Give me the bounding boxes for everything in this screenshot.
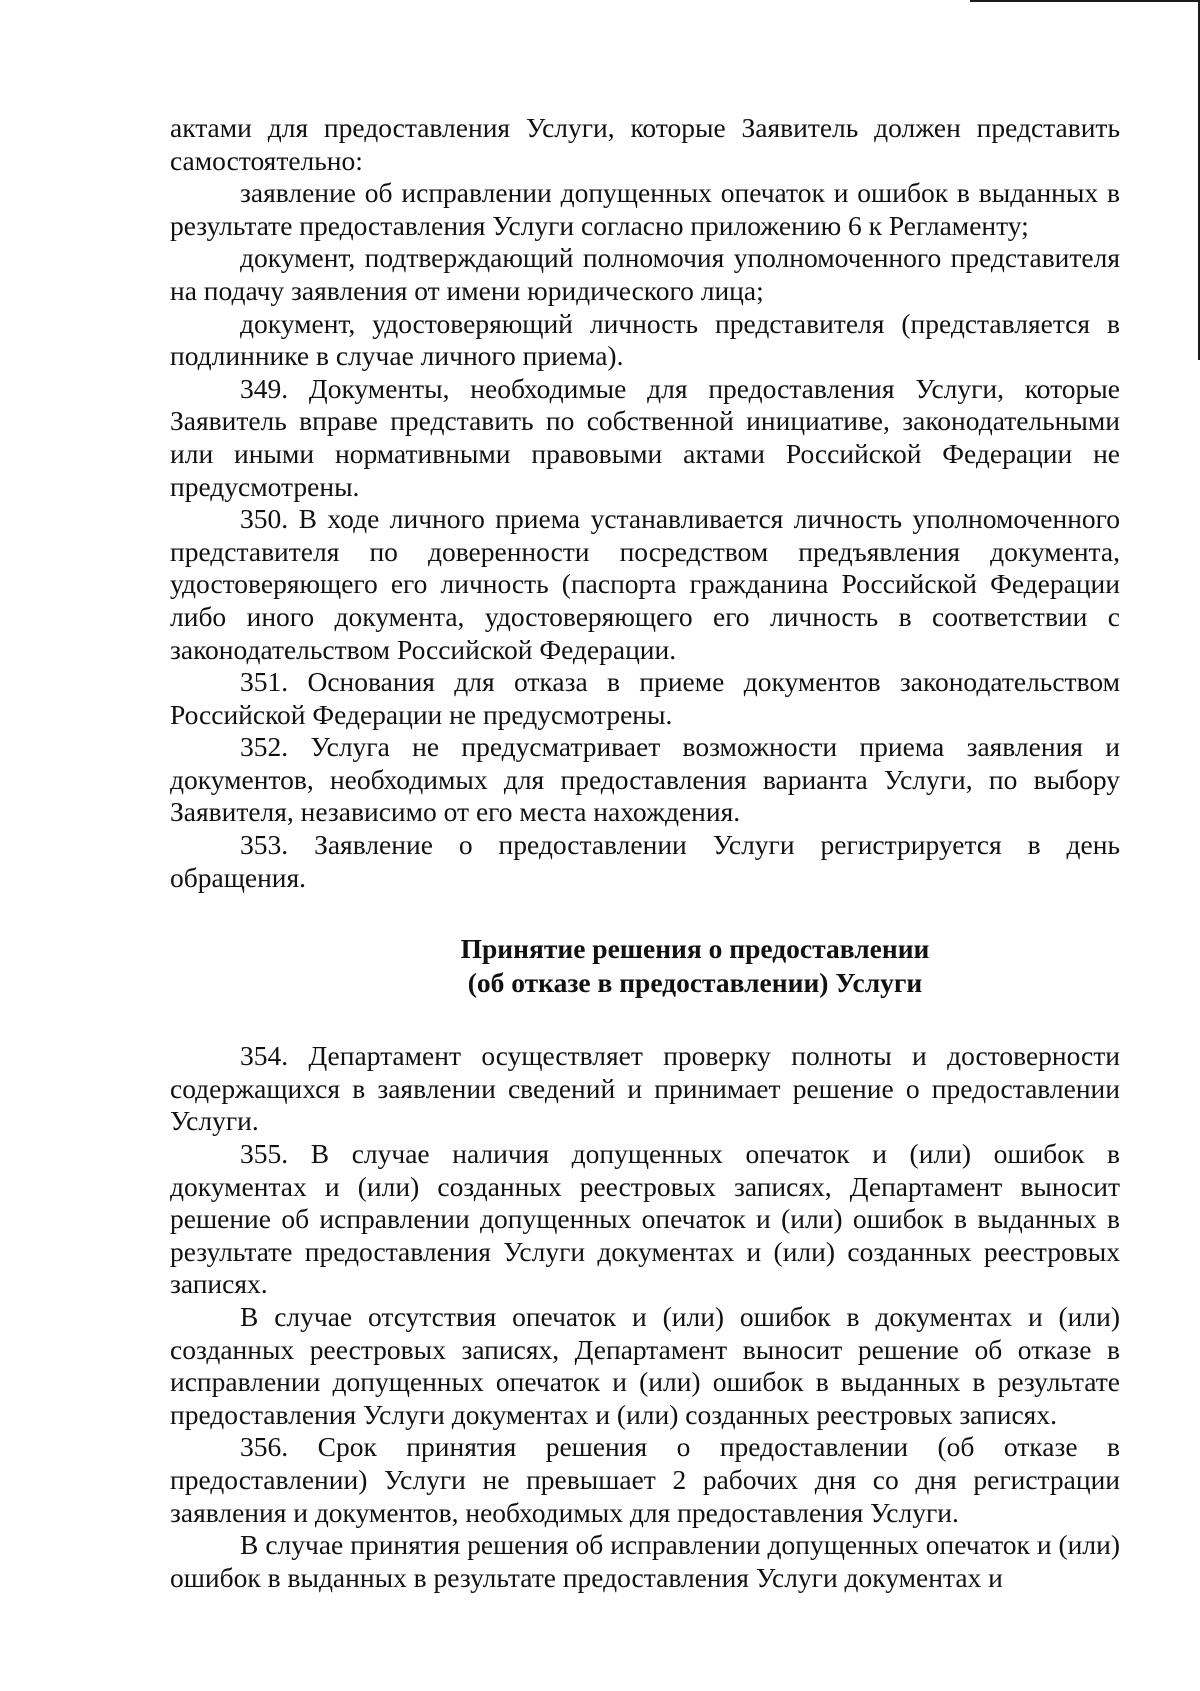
paragraphs-bottom bbox=[170, 1040, 1120, 1594]
paragraph: заявление об исправлении допущенных опечаток и ошибок в выданных в результате предоставления Услуги согласно приложению 6 к Регламенту; bbox=[170, 177, 1120, 241]
paragraph-351: 351. Основания для отказа в приеме документов законодательством Российской Федерации не предусмотрены. bbox=[170, 666, 1120, 730]
paragraph-352: 352. Услуга не предусматривает возможности приема заявления и документов, необходимых для предоставления варианта Услуги, по выбору Заявителя, независимо от его места нахождения. bbox=[170, 731, 1120, 828]
paragraph-355: 355. В случае наличия допущенных опечаток и (или) ошибок в документах и (или) созданных реестровых записях, Департамент выносит решение об исправлении допущенных опечаток и (или) ошибок в выданных в результате предоставления Услуги документах и (или) созданных реестровых записях. bbox=[170, 1138, 1120, 1300]
section-heading-line-1: Принятие решения о предоставлении bbox=[460, 933, 930, 965]
paragraph-353: 353. Заявление о предоставлении Услуги регистрируется в день обращения. bbox=[170, 829, 1120, 893]
paragraph: документ, удостоверяющий личность представителя (представляется в подлиннике в случае личного приема). bbox=[170, 307, 1120, 372]
paragraph: В случае отсутствия опечаток и (или) ошибок в документах и (или) созданных реестровых записях, Департамент выносит решение об отказе в исправлении допущенных опечаток и (или) ошибок в выданных в результате предоставления Услуги документах и (или) созданных реестровых записях. bbox=[170, 1301, 1120, 1430]
paragraph: документ, подтверждающий полномочия уполномоченного представителя на подачу заявления от имени юридического лица; bbox=[170, 242, 1120, 306]
paragraph-356: 356. Срок принятия решения о предоставлении (об отказе в предоставлении) Услуги не превышает 2 рабочих дня со дня регистрации заявления и документов, необходимых для предоставления Услуги. bbox=[170, 1431, 1120, 1528]
section-heading-line-2: (об отказе в предоставлении) Услуги bbox=[467, 967, 923, 999]
paragraphs-top bbox=[170, 112, 1120, 894]
scan-edge-top bbox=[970, 0, 1200, 2]
paragraph: актами для предоставления Услуги, которые Заявитель должен представить самостоятельно: bbox=[170, 112, 1120, 176]
paragraph-349: 349. Документы, необходимые для предоставления Услуги, которые Заявитель вправе представить по собственной инициативе, законодательными или иными нормативными правовыми актами Российской Федерации не предусмотрены. bbox=[170, 372, 1120, 502]
paragraph: В случае принятия решения об исправлении допущенных опечаток и (или) ошибок в выданных в результате предоставления Услуги документах и bbox=[170, 1529, 1120, 1593]
section-heading bbox=[170, 932, 1120, 1000]
paragraph-354: 354. Департамент осуществляет проверку полноты и достоверности содержащихся в заявлении сведений и принимает решение о предоставлении Услуги. bbox=[170, 1040, 1120, 1137]
document-page bbox=[170, 112, 1120, 1594]
paragraph-350: 350. В ходе личного приема устанавливается личность уполномоченного представителя по доверенности посредством предъявления документа, удостоверяющего его личность (паспорта гражданина Российской Федерации либо иного документа, удостоверяющего его личность в соответствии с законодательством Российской Федерации. bbox=[170, 503, 1120, 665]
